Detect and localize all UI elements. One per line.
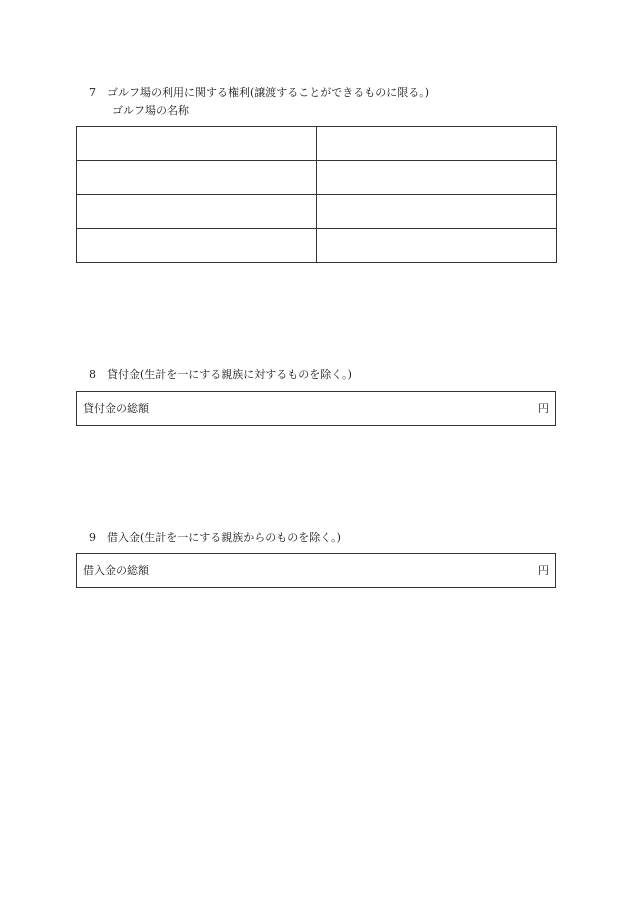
table-row	[77, 229, 557, 263]
section-8-heading: 8 貸付金(生計を一にする親族に対するものを除く。)	[89, 368, 352, 381]
yen-unit: 円	[538, 564, 549, 577]
golf-course-value-cell[interactable]	[317, 127, 557, 161]
table-row	[77, 195, 557, 229]
golf-course-value-cell[interactable]	[317, 229, 557, 263]
golf-course-name-label: ゴルフ場の名称	[112, 104, 189, 117]
table-row	[77, 161, 557, 195]
golf-course-table	[76, 126, 557, 263]
golf-course-name-cell[interactable]	[77, 195, 317, 229]
loans-payable-total-label: 借入金の総額	[83, 564, 149, 577]
golf-course-name-cell[interactable]	[77, 127, 317, 161]
golf-course-name-cell[interactable]	[77, 161, 317, 195]
section-7-heading: 7 ゴルフ場の利用に関する権利(譲渡することができるものに限る。)	[89, 86, 430, 99]
loans-receivable-field[interactable]	[76, 391, 556, 426]
yen-unit: 円	[538, 402, 549, 415]
golf-course-value-cell[interactable]	[317, 195, 557, 229]
table-row	[77, 127, 557, 161]
golf-course-name-cell[interactable]	[77, 229, 317, 263]
loans-receivable-total-label: 貸付金の総額	[83, 402, 149, 415]
section-9-heading: 9 借入金(生計を一にする親族からのものを除く。)	[89, 531, 341, 544]
golf-course-value-cell[interactable]	[317, 161, 557, 195]
loans-payable-field[interactable]	[76, 553, 556, 588]
